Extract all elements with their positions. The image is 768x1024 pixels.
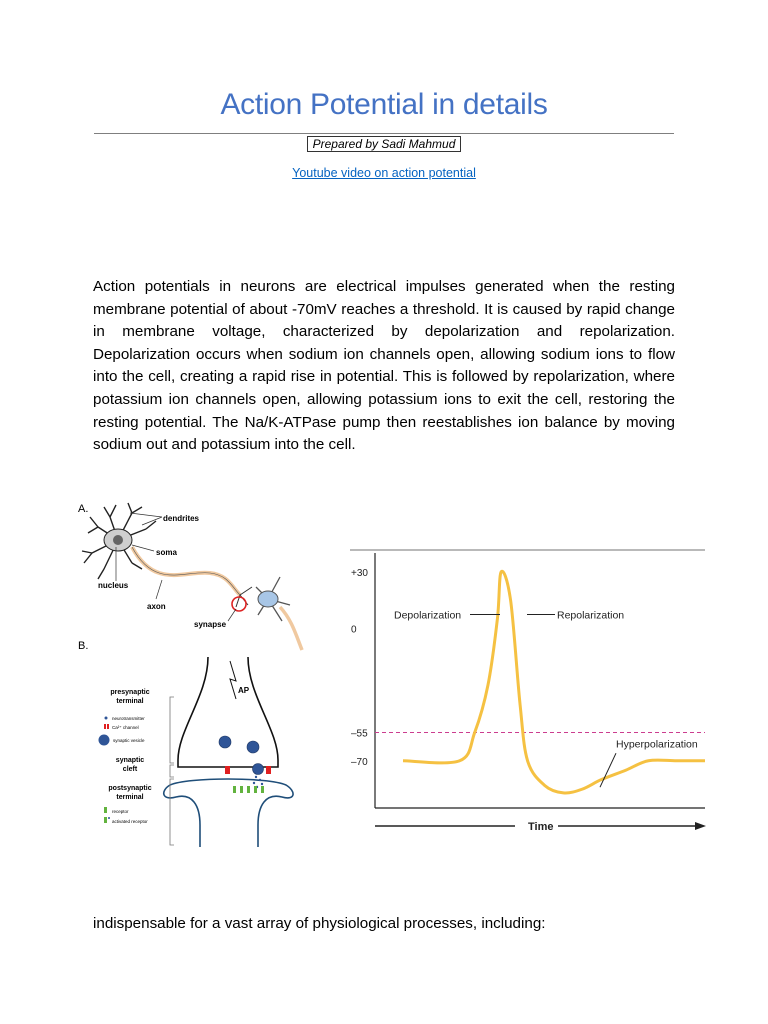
annotation-hyperpolarization-leader: [600, 753, 616, 787]
label-synapse: synapse: [194, 620, 227, 629]
nucleus-shape: [113, 535, 123, 545]
annotation-depolarization: Depolarization: [394, 609, 462, 622]
panel-a-label: A.: [78, 503, 89, 515]
legend-activated-receptor: activated receptor: [112, 819, 148, 824]
body-paragraph: Action potentials in neurons are electrical impulses generated when the resting membrane potential of about -70mV reaches a threshold. It is caused by rapid change in membrane voltage, characterized by depolarization and repolarization. Depolarization occurs when sodium ion channels open, allowing sodium ions to flow into the cell, creating a rapid rise in potential. This is followed by repolarization, where potassium ion channels open, allowing potassium ions to exit the cell, restoring the resting potential. The Na/K-ATPase pump then reestablishes ion balance by moving sodium out and potassium into the cell.: [93, 278, 675, 454]
annotation-repolarization: Repolarization: [557, 609, 625, 622]
youtube-link[interactable]: Youtube video on action potential: [292, 166, 476, 180]
label-presynaptic-terminal: terminal: [116, 698, 144, 705]
time-arrow-head: [695, 822, 706, 830]
postsynaptic-terminal-shape: [164, 779, 293, 847]
legend-receptor-icon: [104, 807, 107, 813]
postsynaptic-neuron: [256, 577, 302, 650]
y-tick-label: –55: [351, 728, 368, 740]
label-synaptic: synaptic: [115, 757, 145, 764]
legend-ca-channel-icon: [104, 724, 106, 729]
neuron-synapse-figure: [70, 495, 350, 850]
label-ap: AP: [238, 686, 250, 695]
label-presynaptic: presynaptic: [110, 689, 150, 696]
label-cleft: cleft: [122, 766, 138, 773]
legend-ca-channel: Ca²⁺ channel: [112, 725, 139, 730]
annotation-hyperpolarization: Hyperpolarization: [616, 738, 698, 751]
page-title: Action Potential in details: [220, 88, 548, 121]
receptors: [233, 786, 264, 793]
label-postsynaptic-terminal: terminal: [116, 794, 144, 801]
postsynaptic-soma: [258, 591, 278, 607]
y-tick-label: –70: [351, 756, 368, 768]
x-axis-label: Time: [528, 821, 554, 833]
action-potential-chart: [350, 545, 712, 840]
title-divider: [94, 133, 674, 134]
legend-activated-receptor-icon: [104, 817, 107, 823]
legend-neurotransmitter-icon: [105, 717, 108, 720]
presynaptic-terminal-shape: [178, 657, 278, 767]
label-postsynaptic: postsynaptic: [108, 785, 152, 792]
legend-vesicle: synaptic vesicle: [113, 738, 145, 743]
legend-receptor: receptor: [112, 809, 129, 814]
legend-vesicle-icon: [99, 735, 110, 746]
action-potential-curve: [403, 571, 705, 793]
legend-neurotransmitter: neurotransmitter: [112, 716, 145, 721]
y-tick-label: 0: [351, 624, 357, 636]
axon-shape: [132, 547, 240, 595]
closing-text: indispensable for a vast array of physiological processes, including:: [93, 915, 546, 932]
label-dendrites: dendrites: [163, 514, 200, 523]
label-axon: axon: [147, 602, 166, 611]
author-box: Prepared by Sadi Mahmud: [307, 136, 461, 152]
y-tick-label: +30: [351, 567, 368, 579]
label-nucleus: nucleus: [98, 581, 129, 590]
panel-b-label: B.: [78, 640, 89, 652]
label-soma: soma: [156, 548, 177, 557]
